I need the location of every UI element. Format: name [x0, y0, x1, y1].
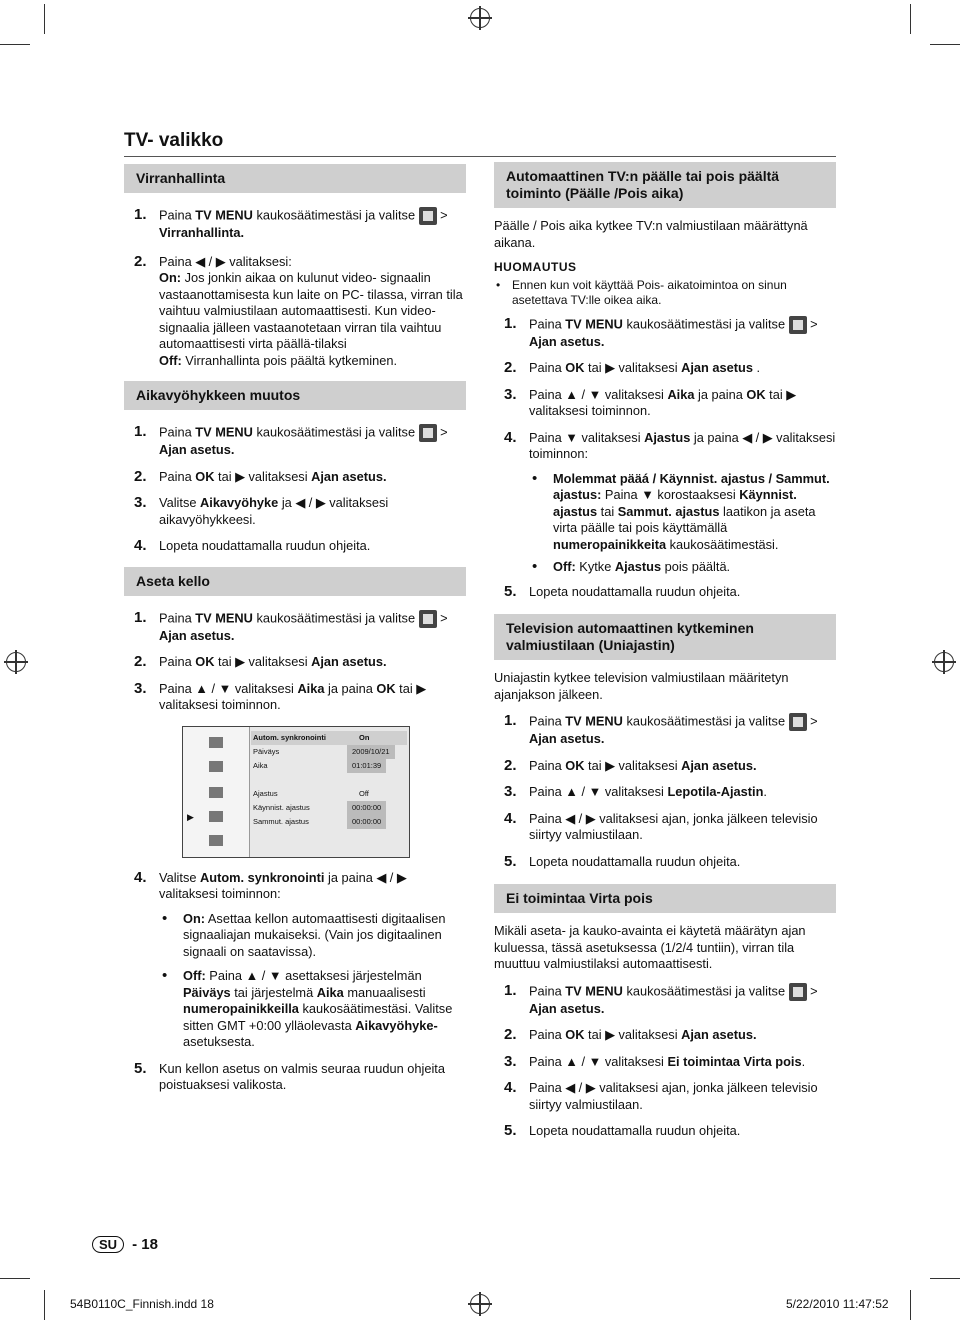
section-heading: Virranhallinta: [124, 164, 466, 193]
step-text-bold: Aika: [667, 386, 695, 402]
step-text: Paina ▲ / ▼ valitaksesi: [529, 1053, 668, 1069]
bullet-text-bold: Molemmat pääá / Käynnist. ajastus / Sammut. ajastus:: [553, 470, 830, 502]
step-number: 3.: [504, 385, 517, 403]
menu-options: [251, 731, 407, 829]
menu-row-label: Sammut. ajastus: [253, 816, 309, 826]
step: [124, 654, 466, 671]
step-text-bold: Ajan asetus.: [529, 1000, 605, 1016]
step: [494, 758, 836, 775]
menu-spacer: [251, 773, 407, 787]
section-intro: Päälle / Pois aika kytkee TV:n valmiustilaan määrättynä aikana.: [494, 218, 808, 250]
step: [494, 360, 836, 377]
bullet-item: [159, 911, 466, 961]
step-text: Paina ▲ / ▼ valitaksesi: [529, 386, 668, 402]
step-text: Lopeta noudattamalla ruudun ohjeita.: [159, 538, 371, 553]
step-text: tai ▶ valitaksesi: [214, 468, 312, 484]
tv-menu-icon: [789, 713, 807, 731]
left-column: [124, 164, 466, 1100]
step-number: 2.: [504, 1026, 517, 1043]
section-heading: Television automaattinen kytkeminen valmiustilaan (Uniajastin): [494, 614, 836, 660]
step-text: kaukosäätimestäsi ja valitse: [252, 207, 419, 223]
step-number: 2.: [504, 756, 517, 774]
step-text: Paina ▼ valitaksesi: [529, 429, 645, 445]
step: [494, 584, 836, 601]
input-icon: [209, 835, 223, 846]
tv-menu-icon: [789, 983, 807, 1001]
step: [494, 316, 836, 351]
step-text: Paina: [159, 207, 196, 223]
step-text: Jos jonkin aikaa on kulunut video- signaalin vastaanottamisesta kun laite on PC- tilassa, virran tila vaihtuu valmiustilaan automaattisesti. Kun video-signaalia jälleen vastaanotetaan virran tila vaihtuu automaattisesti virta päällä-tilaksi: [159, 270, 463, 351]
bullet-list: [124, 911, 466, 1051]
step-text: Lopeta noudattamalla ruudun ohjeita.: [529, 853, 741, 869]
setup-icon: [209, 787, 223, 798]
step: [494, 811, 836, 844]
step-text: Paina ◀ / ▶ valitaksesi ajan, jonka jälkeen televisio siirtyy valmiustilaan.: [529, 810, 818, 842]
step-text: Paina ◀ / ▶ valitaksesi:: [159, 253, 292, 269]
step-text: Paina ◀ / ▶ valitaksesi ajan, jonka jälkeen televisio siirtyy valmiustilaan.: [529, 1080, 818, 1112]
registration-mark-icon: [934, 652, 954, 672]
menu-row[interactable]: [251, 759, 407, 773]
section-heading: Aikavyöhykkeen muutos: [124, 381, 466, 410]
registration-mark-icon: [6, 652, 26, 672]
step-text: tai ▶ valitaksesi: [584, 1027, 682, 1042]
section-heading: Ei toimintaa Virta pois: [494, 884, 836, 913]
step: [124, 681, 466, 714]
step: [494, 1080, 836, 1113]
crop-mark: [930, 1278, 960, 1279]
step-number: 2.: [134, 467, 147, 485]
step: [494, 713, 836, 748]
step-number: 5.: [504, 1122, 517, 1139]
bullet-item: [529, 559, 836, 576]
step-text-bold: OK: [195, 654, 215, 669]
bullet-text-bold: Aika: [316, 984, 344, 1000]
step: [124, 424, 466, 459]
step-text-bold: Ei toimintaa Virta pois: [667, 1053, 802, 1069]
step-text: ja paina: [694, 386, 747, 402]
step-text-bold: Ajan asetus.: [681, 757, 757, 773]
step-text: .: [763, 784, 767, 799]
menu-row[interactable]: [251, 815, 407, 829]
step-text-bold: Aika: [297, 680, 325, 696]
step-text-bold: Ajan asetus.: [159, 442, 235, 457]
step-text: Paina: [529, 757, 566, 773]
crop-mark: [910, 4, 911, 34]
step-text: >: [436, 207, 448, 223]
selection-arrow-icon: ▶: [187, 811, 194, 822]
step-text: tai ▶ valitaksesi: [584, 757, 682, 773]
step-text-bold: TV MENU: [195, 424, 253, 440]
step-number: 1.: [134, 423, 147, 440]
slug-filename: 54B0110C_Finnish.indd 18: [70, 1297, 214, 1311]
step-number: 4.: [504, 1079, 517, 1096]
menu-row-value: 2009/10/21: [347, 745, 395, 759]
registration-mark-icon: [470, 8, 490, 28]
step-number: 5.: [134, 1059, 147, 1077]
step-text: Paina: [529, 1027, 566, 1042]
step-text: >: [806, 713, 818, 729]
bullet-text: laatikon ja aseta virta päälle tai pois käyttämällä: [553, 503, 816, 535]
step-text: Paina: [529, 982, 566, 998]
section-heading: Automaattinen TV:n päälle tai pois päältä toiminto (Päälle /Pois aika): [494, 162, 836, 208]
step: [124, 870, 466, 903]
step-text: ja paina: [324, 680, 377, 696]
bullet-text-bold: Käynnist. ajastus: [553, 487, 797, 519]
step-number: 2.: [134, 252, 147, 270]
bullet-text: Paina ▲ / ▼ asettaksesi järjestelmän: [205, 968, 422, 983]
step-text: >: [436, 609, 448, 625]
step-text-bold: OK: [565, 360, 585, 375]
bullet-text: tai järjestelmä: [230, 984, 317, 1000]
bullet-text: Asettaa kellon automaattisesti digitaalisen signaaliajan mukaiseksi. (Vain jos digitaalinen signaali on saatavissa).: [183, 910, 446, 959]
section-heading: Aseta kello: [124, 567, 466, 596]
crop-mark: [0, 44, 30, 45]
step: [124, 254, 466, 370]
step-text-bold: TV MENU: [565, 713, 623, 729]
step-text: kaukosäätimestäsi ja valitse: [622, 982, 789, 998]
bullet-item: [529, 471, 836, 554]
step-text-bold: OK: [195, 468, 215, 484]
right-column: [494, 162, 836, 1146]
slug-timestamp: 5/22/2010 11:47:52: [786, 1297, 889, 1311]
step-number: 3.: [504, 783, 517, 800]
step-text: >: [806, 982, 818, 998]
step-text: ja ◀ / ▶ valitaksesi aikavyöhykkeesi.: [159, 495, 389, 527]
step-number: 4.: [504, 809, 517, 827]
bullet-text-bold: numeropainikkeita: [553, 536, 667, 552]
bullet-list: [494, 471, 836, 576]
step-text-bold: Ajan asetus.: [681, 1027, 757, 1042]
picture-icon: [209, 737, 223, 748]
step-text-bold: OK: [376, 680, 396, 696]
bullet-text: Kytke: [575, 559, 615, 574]
step: [494, 387, 836, 420]
step-text: .: [752, 360, 761, 375]
menu-row-value: 00:00:00: [347, 815, 386, 829]
menu-row[interactable]: [251, 731, 407, 745]
bullet-text: pois päältä.: [661, 559, 731, 574]
menu-row[interactable]: [251, 801, 407, 815]
section-intro: Uniajastin kytkee television valmiustilaan määritetyn ajanjakson jälkeen.: [494, 670, 789, 702]
step-text: kaukosäätimestäsi ja valitse: [622, 713, 789, 729]
step: [494, 854, 836, 871]
step-text: tai ▶ valitaksesi: [584, 360, 682, 375]
bullet-text-bold: Ajastus: [614, 559, 662, 574]
step-number: 1.: [504, 314, 517, 332]
step-text: Paina: [529, 360, 566, 375]
step-text-bold: OK: [565, 757, 585, 773]
registration-mark-icon: [470, 1294, 490, 1314]
menu-row[interactable]: [251, 745, 407, 759]
crop-mark: [44, 1290, 45, 1320]
menu-row-value: 01:01:39: [347, 759, 386, 773]
step-text: Paina: [529, 315, 566, 331]
page-title: TV- valikko: [124, 130, 224, 151]
step: [494, 1123, 836, 1140]
bullet-text-bold: Off:: [183, 968, 206, 983]
step-number: 2.: [134, 653, 147, 670]
step-number: 5.: [504, 852, 517, 870]
step-text: Lopeta noudattamalla ruudun ohjeita.: [529, 583, 741, 599]
bullet-text-bold: Päiväys: [183, 984, 231, 1000]
step-number: 4.: [504, 428, 517, 446]
step-text: Paina: [529, 713, 566, 729]
sound-icon: [209, 761, 223, 772]
step-text: Paina: [159, 654, 196, 669]
step-number: 4.: [134, 537, 147, 554]
step-number: 3.: [134, 494, 147, 511]
step-text-bold: Ajan asetus: [681, 360, 753, 375]
step-text: Paina ▲ / ▼ valitaksesi: [529, 784, 668, 799]
tv-menu-icon: [419, 207, 437, 225]
step-number: 2.: [504, 359, 517, 376]
step-text: ja paina ◀ / ▶ valitaksesi toiminnon:: [159, 869, 407, 901]
step: [124, 207, 466, 242]
step-text-bold: Ajan asetus.: [529, 731, 605, 746]
tv-menu-icon: [789, 316, 807, 334]
step-text: Paina: [159, 609, 196, 625]
language-badge: SU: [92, 1236, 124, 1253]
step: [124, 610, 466, 645]
tv-menu-screen: [182, 726, 410, 858]
menu-row-label: Aika: [253, 760, 268, 770]
step-text: Paina ▲ / ▼ valitaksesi: [159, 680, 298, 696]
crop-mark: [0, 1278, 30, 1279]
step-text: Paina: [159, 468, 196, 484]
step-text: >: [806, 315, 818, 331]
step-text: kaukosäätimestäsi ja valitse: [252, 609, 419, 625]
bullet-text: asetuksesta.: [183, 1034, 255, 1049]
step-number: 4.: [134, 868, 147, 886]
step: [494, 1027, 836, 1044]
step-text: Paina: [159, 424, 196, 440]
step-text-bold: Lepotila-Ajastin: [667, 784, 764, 799]
section-intro: Mikäli aseta- ja kauko-avainta ei käytetä määrätyn ajan kuluessa, tässä asetuksessa (1/2/4 tuntiin), virran tila muuttuu valmiustilaksi automaattisesti.: [494, 923, 806, 971]
note-text: • Ennen kun voit käyttää Pois- aikatoimintoa on sinun asetettava TV:lle oikea aika.: [494, 278, 836, 308]
bullet-text-bold: numeropainikkeilla: [183, 1001, 299, 1016]
step-text-bold: TV MENU: [195, 609, 253, 625]
step-text: tai ▶ valitaksesi toiminnon.: [159, 680, 427, 712]
step-number: 3.: [504, 1052, 517, 1070]
step-text: ja paina ◀ / ▶ valitaksesi toiminnon:: [529, 429, 836, 461]
tv-menu-icon: [419, 610, 437, 628]
step-text-bold: Autom. synkronointi: [200, 869, 325, 885]
step-text: >: [436, 424, 448, 440]
step-text: kaukosäätimestäsi ja valitse: [252, 424, 419, 440]
step-text-bold: Virranhallinta.: [159, 225, 245, 240]
note-heading: HUOMAUTUS: [494, 260, 577, 274]
step-text: tai ▶ valitaksesi: [214, 654, 312, 669]
step-text: tai ▶ valitaksesi toiminnon.: [529, 386, 797, 418]
menu-row-label: Käynnist. ajastus: [253, 802, 310, 812]
step-number: 1.: [134, 608, 147, 626]
step-text-bold: Ajan asetus.: [159, 627, 235, 643]
bullet-item: [159, 968, 466, 1051]
step: [124, 495, 466, 528]
step-text-bold: Ajan asetus.: [311, 654, 387, 669]
step-text-bold: TV MENU: [565, 982, 623, 998]
step-text-bold: TV MENU: [565, 315, 623, 331]
step: [494, 784, 836, 801]
page-number: - 18: [132, 1236, 158, 1253]
step: [494, 983, 836, 1018]
menu-sidebar: [183, 727, 250, 857]
step-number: 1.: [504, 981, 517, 999]
menu-row-value: 00:00:00: [347, 801, 386, 815]
step: [494, 1054, 836, 1071]
step-text: Valitse: [159, 869, 201, 885]
step-text: Virranhallinta pois päältä kytkeminen.: [181, 352, 398, 368]
step-text: kaukosäätimestäsi ja valitse: [622, 315, 789, 331]
step-number: 3.: [134, 679, 147, 697]
title-rule: [124, 156, 836, 157]
step-text-bold: OK: [746, 386, 766, 402]
bullet-text: tai: [597, 503, 618, 519]
crop-mark: [930, 44, 960, 45]
step-number: 1.: [504, 712, 517, 729]
step-text-bold: Aikavyöhyke: [200, 495, 279, 510]
step-text-bold: TV MENU: [195, 207, 253, 223]
step-number: 1.: [134, 206, 147, 223]
step: [124, 469, 466, 486]
step-text-bold: On:: [159, 270, 182, 285]
step-text-bold: Ajan asetus.: [529, 333, 605, 349]
menu-row-value: Off: [359, 788, 369, 798]
step-text: .: [801, 1053, 806, 1069]
bullet-text-bold: Sammut. ajastus: [617, 503, 720, 519]
step-text: Valitse: [159, 495, 201, 510]
menu-row-value: On: [359, 732, 370, 742]
crop-mark: [44, 4, 45, 34]
step: [124, 538, 466, 555]
tv-menu-icon: [419, 424, 437, 442]
bullet-text-bold: Aikavyöhyke-: [355, 1017, 438, 1033]
step-text: Lopeta noudattamalla ruudun ohjeita.: [529, 1123, 741, 1138]
menu-row[interactable]: [251, 787, 407, 801]
menu-row-label: Autom. synkronointi: [253, 732, 326, 742]
bullet-text: kaukosäätimestäsi.: [666, 536, 779, 552]
step: [494, 430, 836, 463]
bullet-text: manuaalisesti: [343, 984, 426, 1000]
step-text: Kun kellon asetus on valmis seuraa ruudun ohjeita poistuaksesi valikosta.: [159, 1060, 445, 1092]
menu-row-label: Päiväys: [253, 746, 280, 756]
bullet-text: kaukosäätimestäsi. Valitse sitten GMT +0:00 ylläolevasta: [183, 1001, 453, 1033]
bullet-text-bold: Off:: [553, 559, 576, 574]
step-text-bold: Ajan asetus.: [311, 468, 387, 484]
menu-row-label: Ajastus: [253, 788, 278, 798]
step-text-bold: OK: [565, 1027, 585, 1042]
step: [124, 1061, 466, 1094]
page-footer: [92, 1236, 158, 1253]
bullet-text: Paina ▼ korostaaksesi: [601, 487, 740, 502]
bullet-text-bold: On:: [183, 910, 206, 926]
crop-mark: [910, 1290, 911, 1320]
timer-icon: [209, 811, 223, 822]
step-text-bold: Ajastus: [644, 429, 691, 445]
step-number: 5.: [504, 582, 517, 600]
step-text-bold: Off:: [159, 352, 182, 368]
